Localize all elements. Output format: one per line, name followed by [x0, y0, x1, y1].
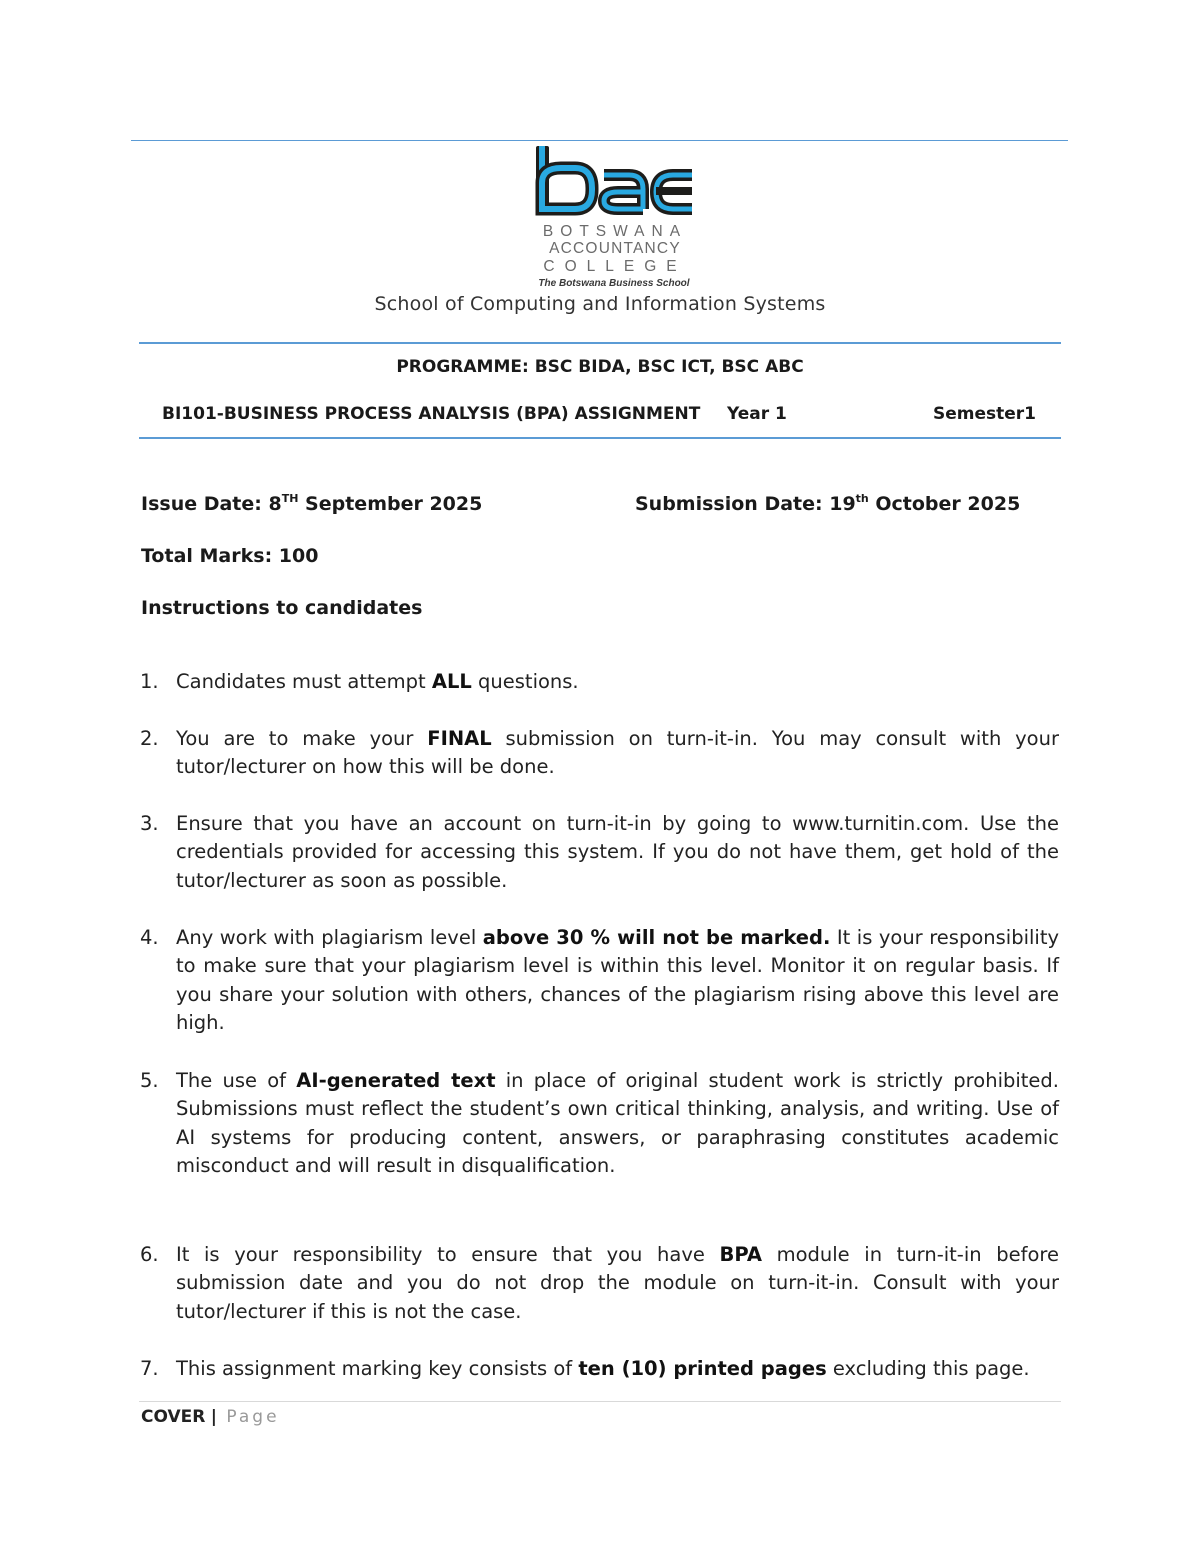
instruction-run: It is your responsibility to make sure that your plagiarism level is within this level. Monitor it on regular basis. If you share your solution with others, chances of the plagiarism rising above this level are high.	[176, 926, 1060, 1034]
submission-date-sup: th	[855, 491, 869, 505]
instruction-run: You are to make your	[176, 727, 428, 750]
course-semester: Semester1	[932, 404, 1036, 424]
instruction-text	[176, 668, 1059, 696]
logo-line-botswana: BOTSWANA	[542, 223, 688, 240]
total-marks: Total Marks: 100	[141, 545, 319, 567]
top-divider	[131, 140, 1068, 141]
instruction-run: excluding this page.	[826, 1357, 1030, 1380]
instruction-number: 3.	[140, 812, 159, 835]
issue-date-sup: TH	[281, 491, 299, 505]
instruction-item	[140, 1241, 1059, 1326]
instruction-run: module in turn-it-in before submission date and you do not drop the module on turn-it-in. Consult with your tutor/lecturer if this is not the case.	[176, 1243, 1059, 1323]
course-year: Year 1	[727, 404, 787, 424]
instruction-text	[176, 1241, 1059, 1326]
instruction-item	[140, 1355, 1059, 1383]
instruction-emphasis: ten (10) printed pages	[578, 1357, 827, 1380]
instruction-item	[140, 810, 1059, 895]
logo-line-college: COLLEGE	[543, 258, 687, 275]
footer-divider	[139, 1401, 1061, 1402]
instruction-item	[140, 924, 1059, 1037]
footer-separator: |	[210, 1407, 217, 1427]
instruction-run: This assignment marking key consists of	[176, 1357, 579, 1380]
submission-date-prefix: Submission Date: 19	[635, 493, 856, 515]
header-divider-top	[139, 342, 1061, 344]
instruction-run: Any work with plagiarism level	[176, 926, 483, 949]
instruction-run: questions.	[471, 670, 579, 693]
instruction-item	[140, 1067, 1059, 1180]
instruction-run: submission on turn-it-in. You may consult with your tutor/lecturer on how this will be done.	[176, 727, 1059, 779]
issue-date-suffix: September 2025	[298, 493, 483, 515]
instruction-text	[176, 1355, 1059, 1383]
programme-line: PROGRAMME: BSC BIDA, BSC ICT, BSC ABC	[396, 357, 804, 377]
header-divider-bottom	[139, 437, 1061, 439]
instruction-run: in place of original student work is strictly prohibited. Submissions must reflect the student’s own critical thinking, analysis, and writing. Use of AI systems for producing content, answers, or paraphrasing constitutes academic misconduct and will result in disqualification.	[176, 1069, 1059, 1177]
instruction-text	[176, 725, 1059, 782]
course-row	[139, 404, 1061, 428]
submission-date-suffix: October 2025	[868, 493, 1021, 515]
instruction-run: The use of	[176, 1069, 297, 1092]
footer-page-word: Page	[226, 1407, 280, 1427]
footer-label: COVER	[141, 1407, 206, 1427]
instruction-text	[176, 1067, 1059, 1180]
instruction-number: 2.	[140, 727, 159, 750]
instruction-number: 7.	[140, 1357, 159, 1380]
instruction-number: 1.	[140, 670, 159, 693]
instruction-item	[140, 725, 1059, 782]
school-name: School of Computing and Information Systems	[374, 293, 826, 315]
instruction-number: 6.	[140, 1243, 159, 1266]
issue-date	[141, 493, 482, 515]
instruction-number: 4.	[140, 926, 159, 949]
instruction-run: Candidates must attempt	[176, 670, 432, 693]
logo-tagline: The Botswana Business School	[538, 278, 690, 289]
instruction-number: 5.	[140, 1069, 159, 1092]
instruction-emphasis: BPA	[719, 1243, 762, 1266]
logo-line-accountancy: ACCOUNTANCY	[549, 240, 681, 257]
instructions-heading: Instructions to candidates	[141, 597, 423, 619]
instruction-run: Ensure that you have an account on turn-it-in by going to www.turnitin.com. Use the credentials provided for accessing this system. If you do not have them, get hold of the tutor/lecturer as soon as possible.	[176, 812, 1059, 892]
instruction-emphasis: FINAL	[427, 727, 492, 750]
instruction-emphasis: above 30 % will not be marked.	[482, 926, 831, 949]
submission-date	[635, 493, 1020, 515]
instruction-emphasis: ALL	[431, 670, 472, 693]
instruction-text	[176, 924, 1059, 1037]
issue-date-prefix: Issue Date: 8	[141, 493, 282, 515]
instruction-item	[140, 668, 1059, 696]
instruction-emphasis: AI-generated text	[296, 1069, 496, 1092]
course-title: BI101-BUSINESS PROCESS ANALYSIS (BPA) ASSIGNMENT	[162, 404, 701, 424]
page-footer	[141, 1407, 280, 1427]
instruction-text	[176, 810, 1059, 895]
instruction-run: It is your responsibility to ensure that you have	[176, 1243, 720, 1266]
college-logo	[530, 143, 700, 291]
logo-c-bar	[656, 187, 692, 195]
bac-logo-graphic	[530, 143, 700, 291]
